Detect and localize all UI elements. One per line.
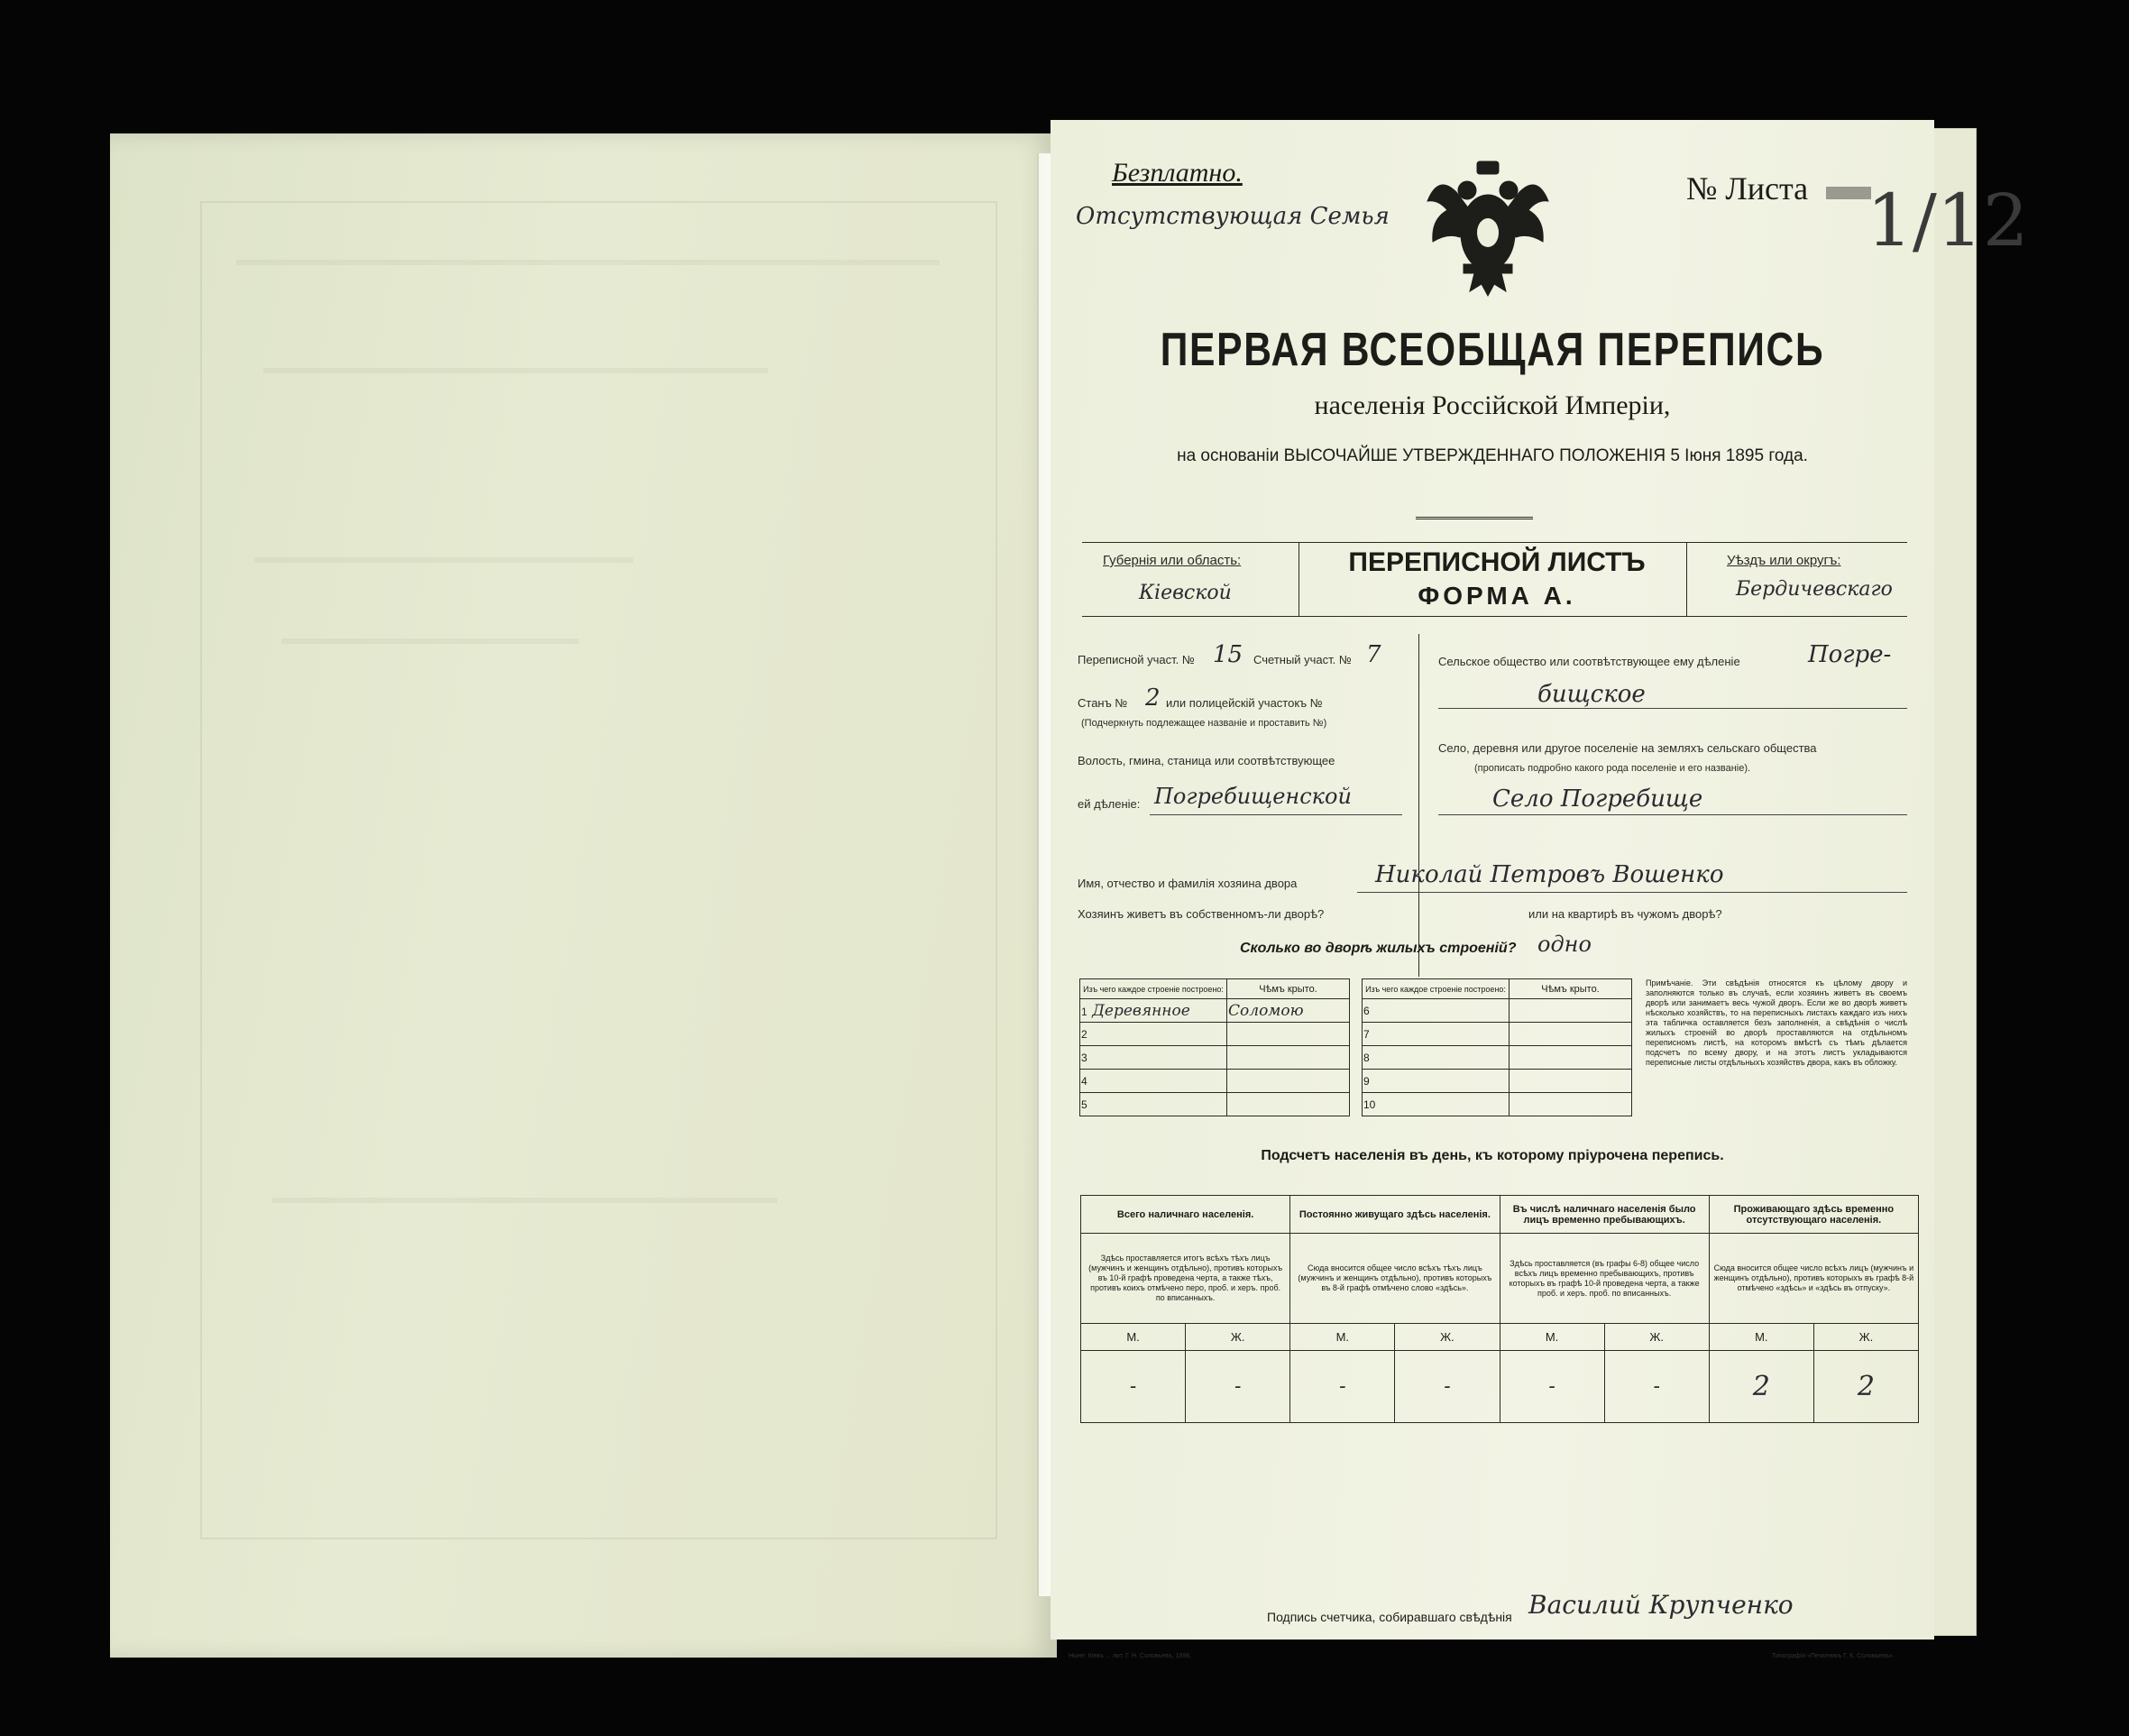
obshchestvo-value-1: Погре- [1808,641,1892,668]
count-desc: Сюда вносится общее число всѣхъ тѣхъ лицъ (мужчинъ и женщинъ отдѣльно), противъ которыхъ въ 8-й графѣ отмѣчено слово «здѣсь». [1290,1234,1500,1324]
header-box-divider [1686,542,1687,616]
uezd-value: Бердичевскаго [1736,578,1893,601]
count-value: 2 [1813,1351,1918,1423]
sheet-number-label: № Листа [1686,170,1809,207]
bleed-line [272,1198,777,1203]
primechanie-note: Примѣчаніе. Эти свѣдѣнія относятся къ цѣлому двору и заполняются только въ случаѣ, если хозяинъ живетъ въ своемъ дворѣ или занимаетъ весь чужой дворъ. Если же во дворѣ живетъ нѣсколько хозяйствъ, то на переписныхъ листахъ каждаго изъ нихъ эта табличка оставляется безъ заполненія, а свѣдѣнія о числѣ жилыхъ строеній во дворѣ проставляются на отдѣльномъ переписномъ листѣ, на которомъ вмѣстѣ съ тѣмъ дѣлается подсчетъ по всему двору, и на этотъ листъ укладываются переписные листы отдѣльныхъ хозяйствъ двора, какъ въ обложку. [1646,978,1907,1067]
document-subtitle: населенія Россійской Имперіи, [1314,390,1671,420]
signature-value: Василий Крупченко [1528,1590,1794,1620]
document-title: ПЕРВАЯ ВСЕОБЩАЯ ПЕРЕПИСЬ [1160,324,1825,376]
left-page [110,133,1057,1658]
bleed-line [263,368,768,373]
sex-label-f: Ж. [1186,1324,1290,1351]
footer-left: Ныне: Кіевъ ... лит. Г. Н. Соловьевъ, 1896. [1069,1653,1192,1659]
count-header: Проживающаго здѣсь временно отсутствующаго населенія. [1709,1196,1918,1234]
gubernia-value: Кіевской [1139,582,1232,604]
sex-label-f: Ж. [1395,1324,1500,1351]
count-title: Подсчетъ населенія въ день, къ которому пріурочена перепись. [1261,1148,1724,1163]
sex-label-f: Ж. [1604,1324,1709,1351]
bleed-line [281,638,579,644]
buildings-table-right [1362,978,1632,1116]
schetny-uchastok-label: Счетный участ. № [1253,653,1352,666]
census-form-page [1051,120,2029,1659]
owner-line [1357,892,1907,893]
table-row: 7 [1363,1023,1632,1046]
table-row: 8 [1363,1046,1632,1070]
buildings-table-header: Чѣмъ крыто. [1510,979,1632,999]
signature-label: Подпись счетчика, собиравшаго свѣдѣнія [1267,1610,1512,1624]
sex-label-m: М. [1290,1324,1395,1351]
count-value: 2 [1709,1351,1813,1423]
table-row: 5 [1080,1093,1350,1116]
table-row: 6 [1363,999,1632,1023]
count-header: Всего наличнаго населенія. [1081,1196,1290,1234]
perepisnoi-uchastok-label: Переписной участ. № [1078,653,1195,666]
volost-line [1150,814,1402,815]
count-value: - [1081,1351,1186,1423]
count-value: - [1500,1351,1604,1423]
buildings-table-header: Изъ чего каждое строеніе построено: [1363,979,1510,999]
count-header: Постоянно живущаго здѣсь населенія. [1290,1196,1500,1234]
buildings-value: одно [1537,932,1592,957]
count-value: - [1290,1351,1395,1423]
owner-value: Николай Петровъ Вошенко [1375,861,1724,888]
obshchestvo-label: Сельское общество или соотвѣтствующее ему дѣленіе [1438,655,1740,668]
count-value: - [1395,1351,1500,1423]
sex-label-m: М. [1500,1324,1604,1351]
uezd-label: Уѣздъ или округъ: [1727,553,1841,568]
gubernia-label: Губернія или область: [1103,553,1242,568]
footer-right: Типографія «Печатникъ Г. К. Соловьевъ». [1772,1653,1895,1659]
table-row: 10 [1363,1093,1632,1116]
sex-label-m: М. [1709,1324,1813,1351]
sex-label-m: М. [1081,1324,1186,1351]
free-stamp: Безплатно. [1112,158,1243,188]
bleed-line [254,557,633,563]
selo-value: Село Погребище [1492,785,1703,813]
count-desc: Здѣсь проставляется итогъ всѣхъ тѣхъ лицъ (мужчинъ и женщинъ отдѣльно), противъ которыхъ въ 10-й графѣ проведена черта, а также тѣхъ, противъ коихъ отмѣчено перо, проб. и херъ. проб. по вписанныхъ. [1081,1234,1290,1324]
household-hand-note: Отсутствующая Семья [1076,203,1390,230]
obshchestvo-line [1438,708,1907,709]
table-row: 3 [1080,1046,1350,1070]
volost-value: Погребищенской [1154,784,1352,809]
buildings-table-left [1079,978,1350,1116]
document-basis: на основаніи ВЫСОЧАЙШЕ УТВЕРЖДЕННАГО ПОЛОЖЕНІЯ 5 Іюня 1895 года. [1177,446,1808,465]
selo-label: Село, деревня или другое поселеніе на земляхъ сельскаго общества [1438,741,1817,755]
count-header: Въ числѣ наличнаго населенія было лицъ временно пребывающихъ. [1500,1196,1709,1234]
form-title: ПЕРЕПИСНОЙ ЛИСТЪ [1348,547,1646,577]
count-desc: Здѣсь проставляется (въ графы 6-8) общее число всѣхъ лицъ временно пребывающихъ, противъ которыхъ въ графѣ 10-й проведена черта, а также проб. и херъ. проб. по вписанныхъ. [1500,1234,1709,1324]
schetny-uchastok-value: 7 [1366,641,1381,668]
stan-note: (Подчеркнуть подлежащее названіе и проставить №) [1081,718,1327,729]
own-house-label: Хозяинъ живетъ въ собственномъ-ли дворѣ? [1078,907,1325,921]
sheet-number-hand: 1/12 [1867,179,2029,262]
bleed-line [236,260,940,265]
volost-label-line2: ей дѣленіе: [1078,797,1141,811]
buildings-table-header: Изъ чего каждое строеніе построено: [1080,979,1227,999]
buildings-table-header: Чѣмъ крыто. [1227,979,1350,999]
table-row: 1 Деревянное Соломою [1080,999,1350,1023]
ornament-divider [1416,517,1533,519]
owner-label: Имя, отчество и фамилія хозяина двора [1078,877,1298,890]
imperial-eagle-icon [1420,156,1555,300]
count-value: - [1604,1351,1709,1423]
redaction-bar [1826,187,1871,199]
population-count-table [1080,1195,1919,1423]
obshchestvo-value-2: бищское [1537,681,1646,708]
table-row: 2 [1080,1023,1350,1046]
count-value: - [1186,1351,1290,1423]
buildings-label: Сколько во дворѣ жилыхъ строеній? [1240,941,1517,956]
form-subtitle: ФОРМА А. [1418,582,1576,610]
volost-label: Волость, гмина, станица или соотвѣтствующее [1078,754,1335,767]
table-row: 4 [1080,1070,1350,1093]
selo-note: (прописать подробно какого рода поселеніе и его названіе). [1474,763,1751,774]
perepisnoi-uchastok-value: 15 [1213,641,1243,668]
stan-value: 2 [1145,684,1161,712]
sex-label-f: Ж. [1813,1324,1918,1351]
selo-line [1438,814,1907,815]
location-divider [1418,634,1419,977]
stan-label: Станъ № [1078,696,1128,710]
table-row: 9 [1363,1070,1632,1093]
rented-label: или на квартирѣ въ чужомъ дворѣ? [1528,907,1722,921]
left-page-bleed-frame [200,201,997,1539]
header-box-top [1082,542,1907,543]
header-box-bottom [1082,616,1907,617]
count-desc: Сюда вносится общее число всѣхъ лицъ (мужчинъ и женщинъ отдѣльно), противъ которыхъ въ графѣ 8-й отмѣчено «здѣсь» и «здѣсь въ отпуску». [1709,1234,1918,1324]
stan-tail-label: или полицейскій участокъ № [1166,696,1323,710]
